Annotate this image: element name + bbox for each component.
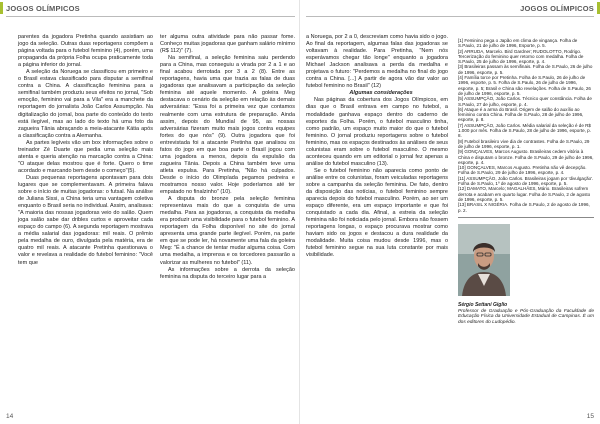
paragraph: A seleção da Noruega se classificou em primeiro e o Brasil estava classificado para disputar a semifinal contra a China. A classificação feminina para a semifinal também produziu seus efeitos no jornal, "Sob emoção, feminino vai para a Vila" era a manchete da reportagem do jornalista João Carlos Assumpção. Na digitalização do jornal, boa parte do conteúdo do texto está ilegível, mas ao lado do texto há uma foto da zagueira Tânia abraçando a meia-atacante Kátia após a classificação contra a Alemanha. xyxy=(18,69,153,139)
paragraph: parentes da jogadora Pretinha quando assistiam ao jogo da seleção. Outras duas reportagens compõem a página voltada para o futebol feminino (4), porém, uma propaganda da própria Folha ocupa praticamente toda a página inferior do jornal. xyxy=(18,34,153,69)
left-column-1 xyxy=(18,34,153,267)
author-name: Sérgio Settani Giglio xyxy=(458,301,508,308)
reference-item: [10] GONÇALVES, Marcos Augusto. Pretinha não vê decepção. Folha de S.Paulo, 29 de julho de 1996, esporte, p. 4. xyxy=(458,165,587,176)
right-section-title: JOGOS OLÍMPICOS xyxy=(520,3,594,13)
page-number-right: 15 xyxy=(586,413,594,420)
reference-item: [3] Brasileiras passam às semifinais. Folha de S.Paulo, 26 de julho de 1996, esporte, p. 5. xyxy=(458,64,593,75)
paragraph: ter alguma outra atividade para não passar fome. Conheço muitas jogadoras que ganham salário mínimo (R$ 112)" (7). xyxy=(160,34,295,55)
paragraph: Na semifinal, a seleção feminina saiu perdendo para a China, mas conseguiu a virada por 2 a 1 e ao final acabou derrotada por 3 a 2 (8). Entre as reportagens, havia uma que trazia as falas de duas jogadoras que analisavam a participação da seleção feminina até aquele momento. A goleira Meg destacava o cenário da seleção em relação às demais adversárias: "Essa foi a primeira vez que contamos realmente com uma estrutura de preparação. Ainda assim, depois do Mundial de 95, as nossas adversárias fizeram muito mais jogos contra equipes fortes do que nós" (9). Outra jogadora que foi entrevistada foi a atacante Pretinha que analisou os fatos do jogo em que boa parte o Brasil jogou com uma jogadora a menos, depois da expulsão da zagueira Tânia. Depois a China também teve uma atleta expulsa. Para Pretinha, "Não há culpados. Desde o início do Olimpíada pegamos pedreira e mostramos nosso valor. Hoje poderíamos até ter empatado no finalzinho" (10). xyxy=(160,55,295,196)
reference-item: [7] ASSUMPÇÃO, João Carlos. Média salarial da seleção é de R$ 1.000 por mês. Folha de S.Paulo, 28 de julho de 1996, esporte, p. 8. xyxy=(458,122,591,139)
right-page-header xyxy=(520,0,594,16)
left-page-header xyxy=(6,0,80,16)
header-rule xyxy=(6,16,295,17)
reference-item: [8] Futebol brasileiro vive dia de contrastes. Folha de S.Paulo, 29 de julho de 1996, esporte, p. 1. xyxy=(458,138,590,149)
references-list xyxy=(458,38,594,213)
right-page xyxy=(300,0,600,424)
left-section-title: JOGOS OLÍMPICOS xyxy=(6,3,80,13)
paragraph: A disputa do bronze pela seleção feminina representava mais do que a conquista de uma medalha. Para as jogadoras, a conquista da medalha era produzir uma visibilidade para o futebol feminino. A reportagem da Folha disponível no site do jornal apresenta uma grande parte ilegível. Porém, na parte em que se pode ler, há novamente uma fala da goleira Meg: "É a chance de tentar mudar alguma coisa. Com uma medalha, a imprensa e os torcedores passarão a valorizar as mulheres no futebol" (11). xyxy=(160,196,295,266)
reference-item: [9] GONÇALVES, Marcos Augusto. Brasileiras cedem vitória à China e disputam o bronze. Folha de S.Paulo, 29 de julho de 1996, esporte, p. 4. xyxy=(458,149,594,165)
paragraph: Nas páginas da cobertura dos Jogos Olímpicos, em dias que o Brasil entrava em campo no futebol, a modalidade ganhava espaço dentro do caderno de esportes da Folha. Porém, o futebol masculino tinha, como padrão, um espaço muito maior do que o futebol feminino. O jornal produziu reportagens sobre o futebol feminino, mas os espaços destinados às análises de seus colunistas eram sobre o futebol masculino. O mesmo aconteceu quando em um editorial o jornal fez apenas a análise do futebol masculino (13). xyxy=(306,97,448,167)
reference-item: [12] DAMATO, Marcelo; MAGALHÃES, Mário. Brasileiras sofrem derrota e acabam em quarto lugar. Folha de S.Paulo, 2 de agosto de 1996, esporte, p. 5. xyxy=(458,186,591,202)
reference-item: [2] ARRUDA, Marcelo. Bird Gardner; RUDOLOTTO, Rodrigo. Tercerização do feminino quer retorno com medalha. Folha de S.Paulo, 25 de julho de 1996, esporte, p. 4. xyxy=(458,48,584,65)
reference-item: [11] ASSUMPÇÃO, João Carlos. Brasileiras jogam por 'divulgação'. Folha de S.Paulo, 1º de agosto de 1996, esporte, p. 5. xyxy=(458,175,594,187)
author-bio: Professor de Graduação e Pós-Graduação da Faculdade de Educação Física da Universidade Estadual de Campinas. É um dos editores do Ludopédio. xyxy=(458,308,594,326)
paragraph: As partes legíveis vão um box informações sobre o treinador Zé Duarte que pedia uma seleção mais atenta e queria atenção na marcação contra a China: "O ataque delas mostrou que é forte. Quero o time acordado e marcando bem desde o começo"(5). xyxy=(18,139,153,174)
paragraph: As informações sobre a derrota da seleção feminina na disputa do terceiro lugar para a xyxy=(160,266,295,280)
paragraph: Se o futebol feminino não aparecia como ponto de análise entre os colunistas, foram veiculadas reportagens sobre a campanha da seleção feminina. De fato, dentro da disposição das notícias, o futebol feminino sempre aparecia depois do futebol masculino. Porém, ao ser um espaço diferente, era um espaço importante e que foi conquistado a cada dia. Afinal, a estreia da seleção feminina não foi noticiada pelo jornal. Embora não fossem reportagens longas, o espaço procurava mostrar como haviam sido os jogos e destacou a dura realidade da modalidade. Muita coisa mudou desde 1996, mas o futebol feminino segue na sua luta constante por mais visibilidade. xyxy=(306,167,448,259)
author-separator xyxy=(458,217,594,218)
paragraph: a Noruega, por 2 a 0, descreviam como havia sido o jogo. Ao final da reportagem, algumas falas das jogadoras se voltavam à realidade. Para Pretinha, "Nem nós esperávamos chegar tão longe" enquanto a jogadora Michael Jackson analisava a perda da medalha e projetava o futuro: "Perdemos a medalha no final do jogo contra a China. [...] A partir de agora vão dar valor ao futebol feminino no Brasil" (12) xyxy=(306,34,448,90)
right-column-2 xyxy=(458,38,594,326)
header-rule xyxy=(306,16,594,17)
page-number-left: 14 xyxy=(6,413,14,420)
reference-item: [6] Ataque é a arma do Brasil. Origem de salão do auxílio ao feminino contra China. Folha de S.Paulo, 28 de julho de 1996, esporte, p. 8. xyxy=(458,106,584,123)
right-column-1 xyxy=(306,34,448,260)
paragraph: Duas pequenas reportagens apontavam para dois lugares que se complementavam. A primeira falava sobre o início de muitas jogadoras: o futsal. Na análise de Juliana Sissi, a China teria uma vantagem coletiva enquanto o Brasil seria no individual. Assim, analisava: "A maioria das nossas jogadoras veio do salão. Quem joga salão sabe dar dribles curtos e aproveitar cada espaço do campo (6). A segunda reportagem mostrava a média salarial das jogadoras: mil reais. O prêmio pela medalha de ouro, divulgada pela matéria, era de quatro mil reais. A atacante Pretinha questionava o valor e revelava a realidade do futebol feminino: "Você tem que xyxy=(18,174,153,266)
author-photo xyxy=(458,224,510,296)
reference-item: [5] ASSUMPÇÃO, João Carlos. Técnico quer constância. Folha de S.Paulo, 27 de julho, esporte, p. 4. xyxy=(458,96,592,107)
reference-item: [13] BRASIL X NIGÉRIA. Folha de S.Paulo, 2 de agosto de 1996, p. 2. xyxy=(458,202,590,213)
left-column-2 xyxy=(160,34,295,281)
reference-item: [4] Família torce por Pretinha. Folha de S.Paulo, 26 de julho de 1996, esporte, p. 5. Folha de S.Paulo, 26 de julho de 1996, esporte, p. 5; Brasil e China são revelações. Folha de S.Paulo, 26 de julho de 1996, esporte, p. 5. xyxy=(458,75,591,96)
reference-item: [1] Feminino pega o Japão em clima de vingança. Folha de S.Paulo, 21 de julho de 1996, Esporte, p. 5. xyxy=(458,38,578,49)
author-photo-image xyxy=(458,224,510,296)
header-accent-bar xyxy=(0,2,3,14)
section-subtitle: Algumas considerações xyxy=(349,90,413,97)
